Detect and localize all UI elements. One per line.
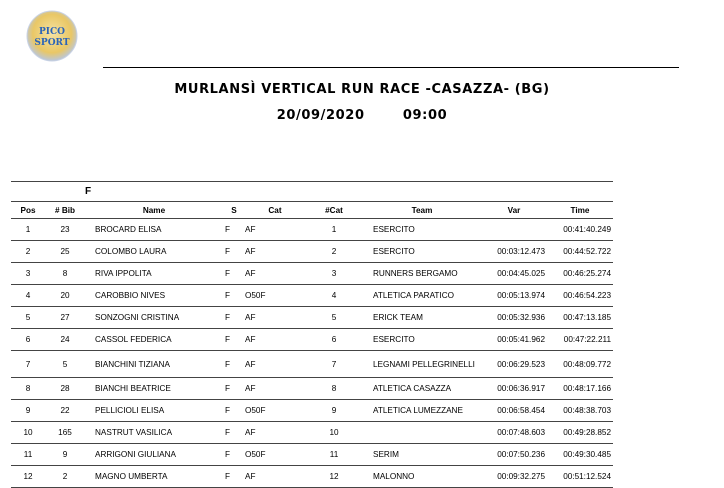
cell-cat-pos: 1 [305,219,363,241]
col-name: Name [85,202,223,219]
cell-team: ATLETICA LUMEZZANE [363,400,481,422]
cell-team: RUNNERS BERGAMO [363,263,481,285]
cell-time: 00:41:40.249 [547,219,613,241]
cell-cat: AF [245,263,305,285]
cell-sex: F [223,219,245,241]
cell-cat-pos: 9 [305,400,363,422]
cell-sex: F [223,400,245,422]
group-label: F [85,182,223,202]
race-title: MURLANSÌ VERTICAL RUN RACE -CASAZZA- (BG) [174,82,550,97]
col-cat: Cat [245,202,305,219]
cell-sex: F [223,307,245,329]
table-row [11,422,613,444]
cell-sex: F [223,285,245,307]
race-datetime [0,108,724,123]
cell-name: BROCARD ELISA [85,219,223,241]
cell-sex: F [223,444,245,466]
column-headers [11,202,613,219]
table-row [11,466,613,488]
col-var: Var [481,202,547,219]
cell-time: 00:47:22.211 [547,329,613,351]
table-row [11,329,613,351]
cell-sex: F [223,351,245,378]
cell-team: ESERCITO [363,329,481,351]
cell-time: 00:46:54.223 [547,285,613,307]
cell-cat: AF [245,466,305,488]
table-row [11,285,613,307]
cell-cat-pos: 2 [305,241,363,263]
cell-name: CAROBBIO NIVES [85,285,223,307]
race-date: 20/09/2020 [276,108,365,123]
table-row [11,351,613,378]
cell-pos: 9 [11,400,45,422]
cell-cat-pos: 4 [305,285,363,307]
race-time: 09:00 [402,108,448,123]
cell-bib: 23 [45,219,85,241]
cell-team: ERICK TEAM [363,307,481,329]
cell-cat-pos: 11 [305,444,363,466]
group-row [11,182,613,202]
cell-time: 00:51:12.524 [547,466,613,488]
cell-name: SONZOGNI CRISTINA [85,307,223,329]
col-pos: Pos [11,202,45,219]
cell-sex: F [223,422,245,444]
cell-time: 00:46:25.274 [547,263,613,285]
cell-cat: AF [245,219,305,241]
cell-bib: 2 [45,466,85,488]
cell-bib: 25 [45,241,85,263]
cell-time: 00:47:13.185 [547,307,613,329]
cell-cat: AF [245,329,305,351]
table-row [11,444,613,466]
cell-team: ATLETICA PARATICO [363,285,481,307]
cell-sex: F [223,378,245,400]
col-team: Team [363,202,481,219]
cell-sex: F [223,466,245,488]
cell-var: 00:06:29.523 [481,351,547,378]
cell-name: BIANCHINI TIZIANA [85,351,223,378]
cell-pos: 5 [11,307,45,329]
cell-bib: 24 [45,329,85,351]
cell-pos: 8 [11,378,45,400]
cell-name: RIVA IPPOLITA [85,263,223,285]
cell-pos: 2 [11,241,45,263]
cell-var: 00:05:32.936 [481,307,547,329]
cell-pos: 11 [11,444,45,466]
cell-pos: 3 [11,263,45,285]
cell-var: 00:05:41.962 [481,329,547,351]
cell-time: 00:48:38.703 [547,400,613,422]
cell-sex: F [223,241,245,263]
cell-cat: O50F [245,285,305,307]
col-sex: S [223,202,245,219]
cell-name: ARRIGONI GIULIANA [85,444,223,466]
svg-text:PICO: PICO [39,27,65,37]
cell-name: MAGNO UMBERTA [85,466,223,488]
cell-var: 00:07:48.603 [481,422,547,444]
cell-var: 00:06:36.917 [481,378,547,400]
cell-name: CASSOL FEDERICA [85,329,223,351]
cell-bib: 8 [45,263,85,285]
cell-var: 00:06:58.454 [481,400,547,422]
cell-cat: AF [245,351,305,378]
cell-team: SERIM [363,444,481,466]
cell-var: 00:09:32.275 [481,466,547,488]
cell-cat-pos: 6 [305,329,363,351]
table-row [11,219,613,241]
cell-name: COLOMBO LAURA [85,241,223,263]
header-rule [103,67,679,68]
cell-cat: AF [245,241,305,263]
cell-cat-pos: 7 [305,351,363,378]
cell-bib: 5 [45,351,85,378]
cell-cat-pos: 3 [305,263,363,285]
cell-cat: AF [245,307,305,329]
cell-team: ESERCITO [363,241,481,263]
cell-bib: 27 [45,307,85,329]
cell-team: ATLETICA CASAZZA [363,378,481,400]
cell-cat-pos: 5 [305,307,363,329]
cell-team: MALONNO [363,466,481,488]
cell-sex: F [223,263,245,285]
table-row [11,263,613,285]
cell-cat: AF [245,378,305,400]
col-cat-pos: #Cat [305,202,363,219]
cell-pos: 12 [11,466,45,488]
cell-name: NASTRUT VASILICA [85,422,223,444]
cell-time: 00:44:52.722 [547,241,613,263]
cell-bib: 165 [45,422,85,444]
col-time: Time [547,202,613,219]
cell-cat-pos: 10 [305,422,363,444]
cell-sex: F [223,329,245,351]
cell-cat: AF [245,422,305,444]
cell-var: 00:05:13.974 [481,285,547,307]
cell-team: ESERCITO [363,219,481,241]
cell-pos: 4 [11,285,45,307]
cell-pos: 6 [11,329,45,351]
cell-name: BIANCHI BEATRICE [85,378,223,400]
cell-time: 00:48:17.166 [547,378,613,400]
cell-cat: O50F [245,400,305,422]
cell-time: 00:49:30.485 [547,444,613,466]
table-row [11,400,613,422]
table-row [11,307,613,329]
cell-bib: 20 [45,285,85,307]
cell-cat: O50F [245,444,305,466]
cell-bib: 22 [45,400,85,422]
cell-time: 00:48:09.772 [547,351,613,378]
cell-var: 00:04:45.025 [481,263,547,285]
table-row [11,241,613,263]
cell-pos: 1 [11,219,45,241]
cell-bib: 9 [45,444,85,466]
cell-var [481,219,547,241]
cell-bib: 28 [45,378,85,400]
pico-sport-logo [26,10,78,62]
cell-team [363,422,481,444]
svg-text:SPORT: SPORT [34,38,70,48]
cell-name: PELLICIOLI ELISA [85,400,223,422]
col-bib: # Bib [45,202,85,219]
cell-cat-pos: 12 [305,466,363,488]
cell-var: 00:03:12.473 [481,241,547,263]
cell-cat-pos: 8 [305,378,363,400]
cell-pos: 10 [11,422,45,444]
cell-team: LEGNAMI PELLEGRINELLI [363,351,481,378]
cell-pos: 7 [11,351,45,378]
table-row [11,378,613,400]
results-table [11,181,613,488]
cell-time: 00:49:28.852 [547,422,613,444]
cell-var: 00:07:50.236 [481,444,547,466]
